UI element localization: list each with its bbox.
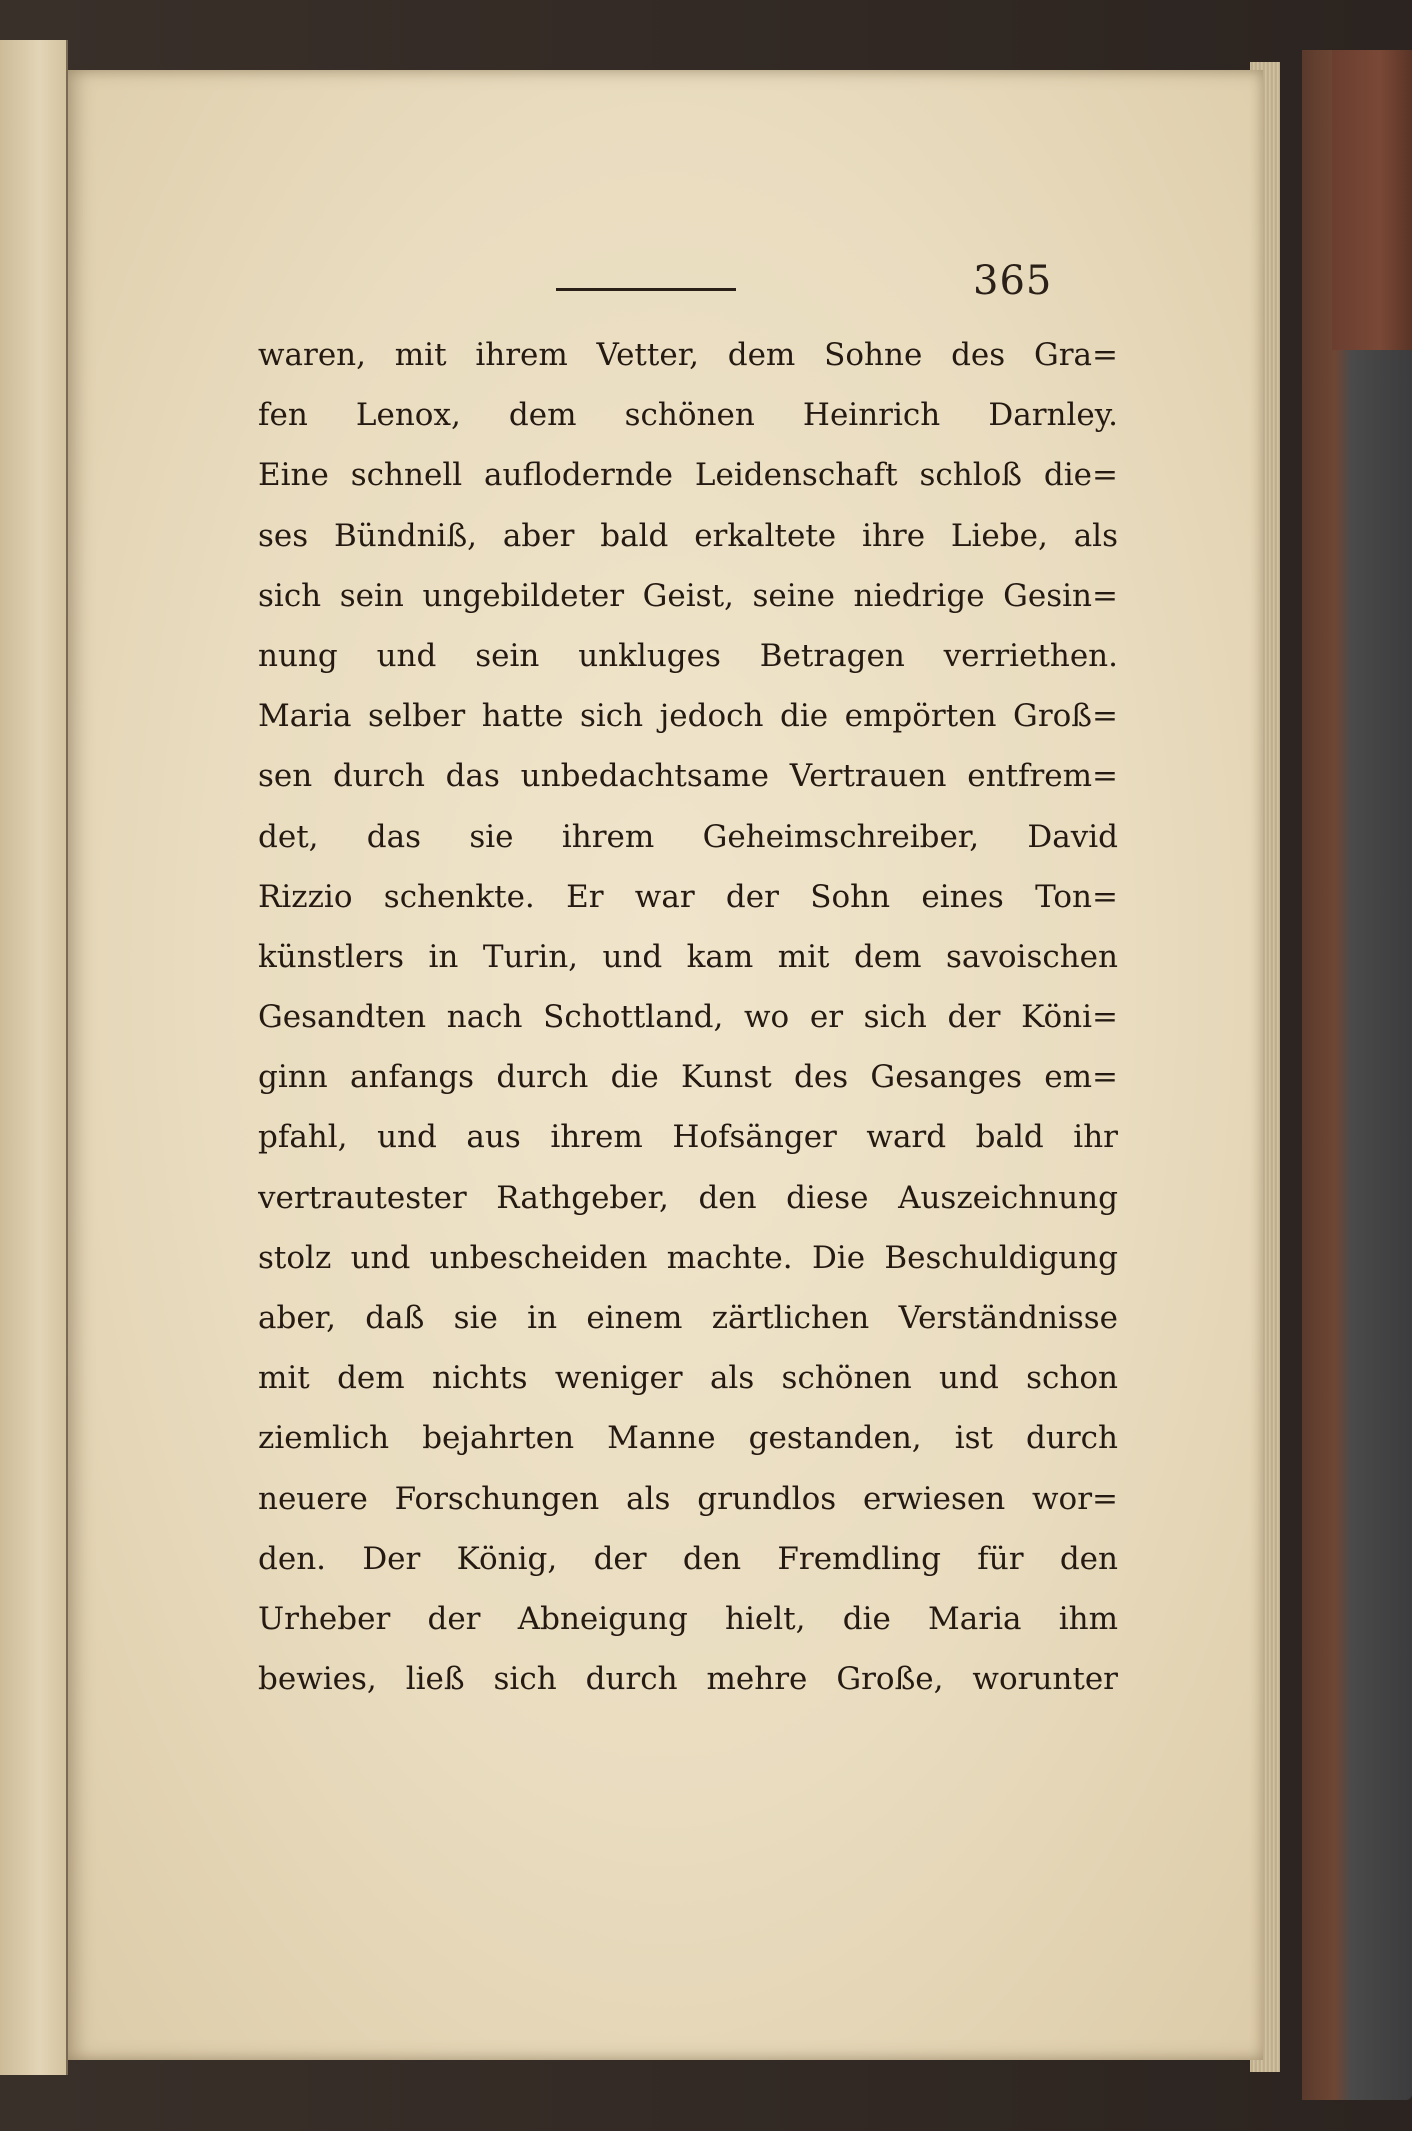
page-number: 365 [973, 258, 1053, 304]
text-line: ginn anfangs durch die Kunst des Gesanges em= [258, 1059, 1118, 1096]
text-line: stolz und unbescheiden machte. Die Beschuldigung [258, 1239, 1118, 1276]
text-line: pfahl, und aus ihrem Hofsänger ward bald ihr [258, 1119, 1118, 1156]
text-line: Eine schnell auflodernde Leidenschaft schloß die= [258, 457, 1118, 494]
body-text [258, 325, 1118, 1709]
book-cover-edge [1302, 50, 1412, 2100]
book-cover-leather [1332, 50, 1412, 350]
text-line: Maria selber hatte sich jedoch die empörten Groß= [258, 698, 1118, 735]
text-line: waren, mit ihrem Vetter, dem Sohne des Gra= [258, 337, 1118, 373]
text-line: sen durch das unbedachtsame Vertrauen entfrem= [258, 758, 1118, 795]
text-line: mit dem nichts weniger als schönen und schon [258, 1360, 1118, 1397]
text-line: neuere Forschungen als grundlos erwiesen wor= [258, 1480, 1118, 1517]
text-line: fen Lenox, dem schönen Heinrich Darnley. [258, 397, 1118, 434]
text-line: vertrautester Rathgeber, den diese Auszeichnung [258, 1179, 1118, 1216]
text-line: ses Bündniß, aber bald erkaltete ihre Liebe, als [258, 517, 1118, 554]
text-line: Rizzio schenkte. Er war der Sohn eines Ton= [258, 878, 1118, 915]
text-line: Gesandten nach Schottland, wo er sich der Köni= [258, 999, 1118, 1036]
left-page-edge [0, 40, 68, 2075]
book-page [68, 70, 1263, 2060]
text-line: Urheber der Abneigung hielt, die Maria ihm [258, 1600, 1118, 1637]
text-line: den. Der König, der den Fremdling für den [258, 1540, 1118, 1577]
text-line: künstlers in Turin, und kam mit dem savoischen [258, 938, 1118, 975]
text-line: aber, daß sie in einem zärtlichen Verständnisse [258, 1300, 1118, 1336]
text-line: ziemlich bejahrten Manne gestanden, ist durch [258, 1420, 1118, 1457]
text-line: det, das sie ihrem Geheimschreiber, David [258, 818, 1118, 855]
text-line: bewies, ließ sich durch mehre Große, worunter [258, 1661, 1118, 1698]
text-line: nung und sein unkluges Betragen verriethen. [258, 637, 1118, 674]
header-rule [556, 288, 736, 291]
text-line: sich sein ungebildeter Geist, seine niedrige Gesin= [258, 577, 1118, 614]
